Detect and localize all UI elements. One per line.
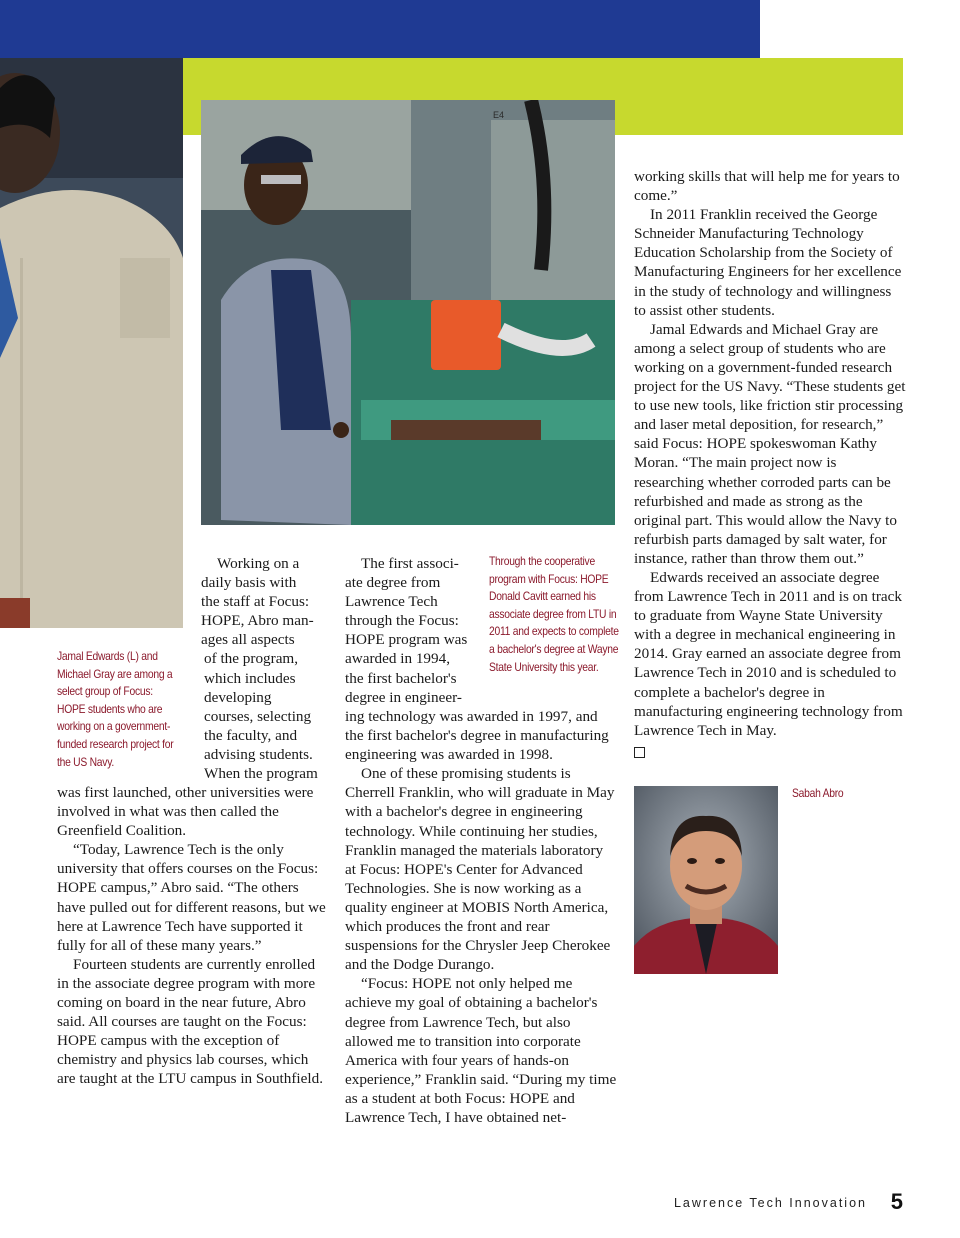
text-line: ages all aspects	[201, 631, 295, 649]
page-footer	[600, 1191, 905, 1217]
end-of-article-icon	[634, 747, 645, 758]
caption-left: Jamal Edwards (L) and Michael Gray are among a select group of Focus: HOPE students who are working on a government-funded research project for the US Navy.	[57, 649, 174, 769]
col1-narrow-block	[201, 554, 336, 783]
text-line: awarded in 1994,	[345, 650, 451, 668]
paragraph: “Today, Lawrence Tech is the only university that offers courses on the Focus: HOPE campus,” Abro said. “The others have pulled out for different reasons, but we here at Lawrence Tech have supported it fully for all of these many years.”	[57, 841, 326, 954]
text-line: Working on a	[217, 555, 300, 572]
paragraph: In 2011 Franklin received the George Schneider Manufacturing Technology Education Scholarship from the Society of Manufacturing Engineers for her excellence in the study of technology and willingness to assist other students.	[634, 206, 902, 319]
paragraph: One of these promising students is Cherrell Franklin, who will graduate in May with a bachelor's degree in engineering technology. While continuing her studies, Franklin managed the materials laboratory at Focus: HOPE's Center for Advanced Technologies. She is now working as a quality engineer at MOBIS North America, which produces the front and rear suspensions for the Chrysler Jeep Cherokee and the Dodge Durango.	[345, 765, 615, 974]
caption-portrait: Sabah Abro	[792, 786, 844, 800]
text-line: daily basis with	[201, 574, 297, 592]
photo-machine-shop-icon	[201, 100, 615, 525]
photo-students-icon	[0, 58, 183, 628]
text-line: courses, selecting	[204, 707, 312, 725]
col1-wide-block	[57, 783, 329, 1089]
photo-portrait-icon	[634, 786, 778, 974]
text-line: Lawrence Tech	[345, 593, 438, 611]
text-line: When the program	[204, 765, 318, 783]
paragraph: “Focus: HOPE not only helped me achieve my goal of obtaining a bachelor's degree from Lawrence Tech, but also allowed me to transition into corporate America with four years of hands-on experience,” Franklin said. “During my time as a student at both Focus: HOPE and Lawrence Tech, I have obtained net-	[345, 975, 617, 1126]
col3-block	[634, 167, 906, 761]
text-line: the staff at Focus:	[201, 593, 310, 611]
text-line: degree in engineer-	[345, 688, 462, 706]
header-blue-bar	[0, 0, 760, 58]
publication-title: Lawrence Tech Innovation	[673, 1196, 867, 1210]
text-line: HOPE, Abro man-	[201, 612, 314, 630]
paragraph: Jamal Edwards and Michael Gray are among a select group of students who are working on a government-funded research project for the US Navy. “These students get to use new tools, like friction stir processing and laser metal deposition, for research,” said Focus: HOPE spokeswoman Kathy Moran. “The main project now is researching whether corroded parts can be refurbished and made as strong as the original part. This would allow the Navy to refurbish parts damaged by salt water, for instance, rather than throw them out.”	[634, 320, 906, 567]
text-line: which includes	[204, 669, 296, 687]
text-line: advising students.	[204, 745, 313, 763]
paragraph: ing technology was awarded in 1997, and the first bachelor's degree in manufacturing engineering was awarded in 1998.	[345, 708, 609, 764]
machine-sign-text: E4	[493, 110, 505, 120]
paragraph: Fourteen students are currently enrolled in the associate degree program with more coming on board in the near future, Abro said. All courses are taught on the Focus: HOPE campus with the exception of chemistry and physics lab courses, which are taught at the LTU campus in Southfield.	[57, 955, 324, 1088]
text-line: the faculty, and	[204, 726, 298, 744]
text-line: developing	[204, 688, 272, 706]
paragraph: working skills that will help me for years to come.”	[634, 168, 900, 205]
paragraph: Edwards received an associate degree from Lawrence Tech in 2011 and is on track to graduate from Wayne State University with a degree in mechanical engineering in 2014. Gray earned an associate degree from Lawrence Tech in 2010 and is scheduled to complete a bachelor's degree in manufacturing engineering technology from Lawrence Tech in May.	[634, 568, 903, 739]
page-number: 5	[890, 1189, 903, 1214]
caption-center: Through the cooperative program with Focus: HOPE Donald Cavitt earned his associate degree from LTU in 2011 and expects to complete a bachelor's degree at Wayne State University this year.	[489, 554, 619, 674]
col2-narrow-block	[345, 554, 481, 707]
text-line: through the Focus:	[345, 612, 459, 630]
text-line: The first associ-	[361, 555, 459, 572]
paragraph: was first launched, other universities were involved in what was then called the Greenfield Coalition.	[57, 784, 314, 840]
col2-wide-block	[345, 707, 617, 1127]
text-line: HOPE program was	[345, 631, 468, 649]
text-line: of the program,	[204, 650, 299, 668]
text-line: the first bachelor's	[345, 669, 457, 687]
text-line: ate degree from	[345, 574, 441, 592]
